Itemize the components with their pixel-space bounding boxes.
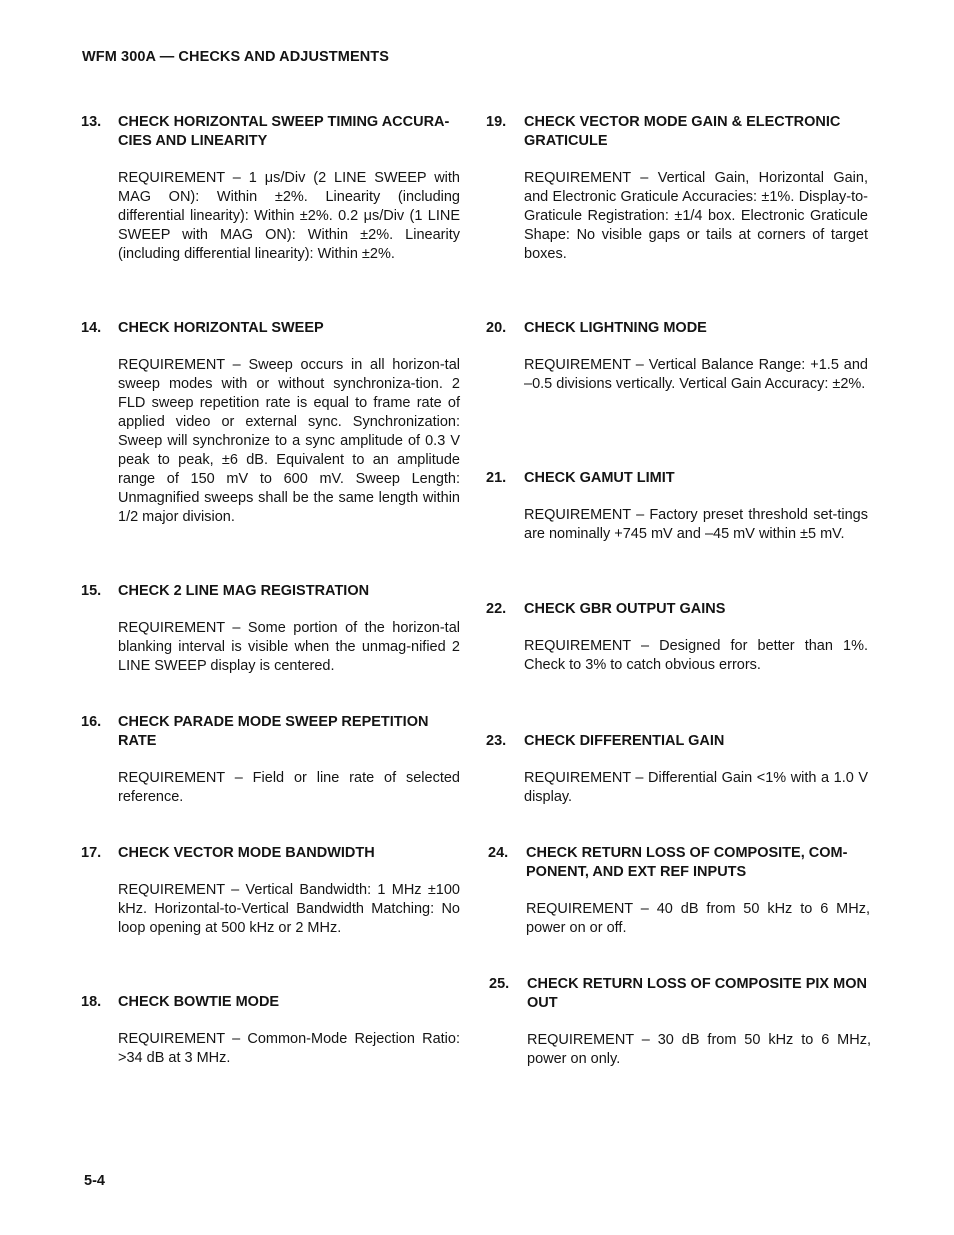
section-21 [486, 469, 868, 544]
section-title: CHECK 2 LINE MAG REGISTRATION [118, 583, 370, 599]
section-title: CHECK LIGHTNING MODE [524, 320, 707, 336]
section-18 [81, 993, 460, 1068]
section-heading [486, 469, 868, 488]
section-title: CHECK GAMUT LIMIT [524, 470, 675, 486]
section-title: CHECK HORIZONTAL SWEEP TIMING ACCURA-CIES AND LINEARITY [118, 114, 450, 149]
section-number: 16. [81, 714, 102, 730]
section-heading [81, 844, 460, 863]
section-heading [81, 713, 460, 751]
running-header: WFM 300A — CHECKS AND ADJUSTMENTS [82, 49, 390, 65]
requirement-text: REQUIREMENT – Designed for better than 1%. Check to 3% to catch obvious errors. [524, 638, 868, 673]
section-number: 18. [81, 994, 102, 1010]
section-19 [486, 113, 868, 264]
section-heading [81, 319, 460, 338]
section-22 [486, 600, 868, 675]
requirement-text: REQUIREMENT – Vertical Balance Range: +1.5 and –0.5 divisions vertically. Vertical Gain Accuracy: ±2%. [524, 357, 868, 392]
section-number: 20. [486, 320, 507, 336]
section-number: 19. [486, 114, 507, 130]
section-title: CHECK GBR OUTPUT GAINS [524, 601, 726, 617]
section-20 [486, 319, 868, 394]
section-16 [81, 713, 460, 807]
section-heading [81, 582, 460, 601]
section-title: CHECK RETURN LOSS OF COMPOSITE, COM-PONENT, AND EXT REF INPUTS [526, 845, 848, 880]
requirement-text: REQUIREMENT – Factory preset threshold set-tings are nominally +745 mV and –45 mV within ±5 mV. [524, 507, 868, 542]
section-23 [486, 732, 868, 807]
section-title: CHECK RETURN LOSS OF COMPOSITE PIX MON OUT [527, 976, 867, 1011]
section-heading [486, 600, 868, 619]
section-number: 23. [486, 733, 507, 749]
section-number: 13. [81, 114, 102, 130]
section-number: 24. [488, 845, 509, 861]
section-heading [81, 113, 460, 151]
requirement-text: REQUIREMENT – Differential Gain <1% with a 1.0 V display. [524, 770, 868, 805]
section-number: 15. [81, 583, 102, 599]
requirement-text: REQUIREMENT – Some portion of the horizon-tal blanking interval is visible when the unmag-nified 2 LINE SWEEP display is centered. [118, 620, 460, 674]
requirement-text: REQUIREMENT – 40 dB from 50 kHz to 6 MHz, power on or off. [526, 901, 870, 936]
section-title: CHECK VECTOR MODE BANDWIDTH [118, 845, 375, 861]
section-heading [489, 975, 871, 1013]
section-heading [488, 844, 870, 882]
section-heading [486, 113, 868, 151]
section-title: CHECK HORIZONTAL SWEEP [118, 320, 324, 336]
requirement-text: REQUIREMENT – 1 μs/Div (2 LINE SWEEP with MAG ON): Within ±2%. Linearity (including differential linearity): Within ±2%. 0.2 μs/Div (1 LINE SWEEP with MAG ON): Within ±2%. Linearity (including differential linearity): Within ±2%. [118, 170, 460, 262]
section-heading [486, 732, 868, 751]
requirement-text: REQUIREMENT – Field or line rate of selected reference. [118, 770, 460, 805]
section-title: CHECK BOWTIE MODE [118, 994, 280, 1010]
section-number: 21. [486, 470, 507, 486]
section-13 [81, 113, 460, 264]
section-17 [81, 844, 460, 938]
section-number: 25. [489, 976, 510, 992]
section-title: CHECK VECTOR MODE GAIN & ELECTRONIC GRATICULE [524, 114, 841, 149]
page-number: 5-4 [84, 1173, 105, 1189]
section-15 [81, 582, 460, 676]
section-25 [489, 975, 871, 1069]
section-heading [486, 319, 868, 338]
section-number: 17. [81, 845, 102, 861]
section-14 [81, 319, 460, 527]
section-number: 22. [486, 601, 507, 617]
requirement-text: REQUIREMENT – 30 dB from 50 kHz to 6 MHz, power on only. [527, 1032, 871, 1067]
requirement-text: REQUIREMENT – Sweep occurs in all horizon-tal sweep modes with or without synchroniza-tion. 2 FLD sweep repetition rate is equal to frame rate of applied video or external sync. Synchronization: Sweep will synchronize to a sync amplitude of 0.3 V peak to peak, ±6 dB. Equivalent to an amplitude range of 150 mV to 600 mV. Sweep Length: Unmagnified sweeps shall be the same length within 1/2 major division. [118, 357, 460, 525]
section-heading [81, 993, 460, 1012]
section-title: CHECK DIFFERENTIAL GAIN [524, 733, 725, 749]
requirement-text: REQUIREMENT – Common-Mode Rejection Ratio: >34 dB at 3 MHz. [118, 1031, 460, 1066]
section-number: 14. [81, 320, 102, 336]
requirement-text: REQUIREMENT – Vertical Gain, Horizontal Gain, and Electronic Graticule Accuracies: ±1%. Display-to-Graticule Registration: ±1/4 box. Electronic Graticule Shape: No visible gaps or tails at corners of target boxes. [524, 170, 868, 262]
section-title: CHECK PARADE MODE SWEEP REPETITION RATE [118, 714, 429, 749]
section-24 [488, 844, 870, 938]
requirement-text: REQUIREMENT – Vertical Bandwidth: 1 MHz ±100 kHz. Horizontal-to-Vertical Bandwidth Matching: No loop opening at 500 kHz or 2 MHz. [118, 882, 460, 936]
